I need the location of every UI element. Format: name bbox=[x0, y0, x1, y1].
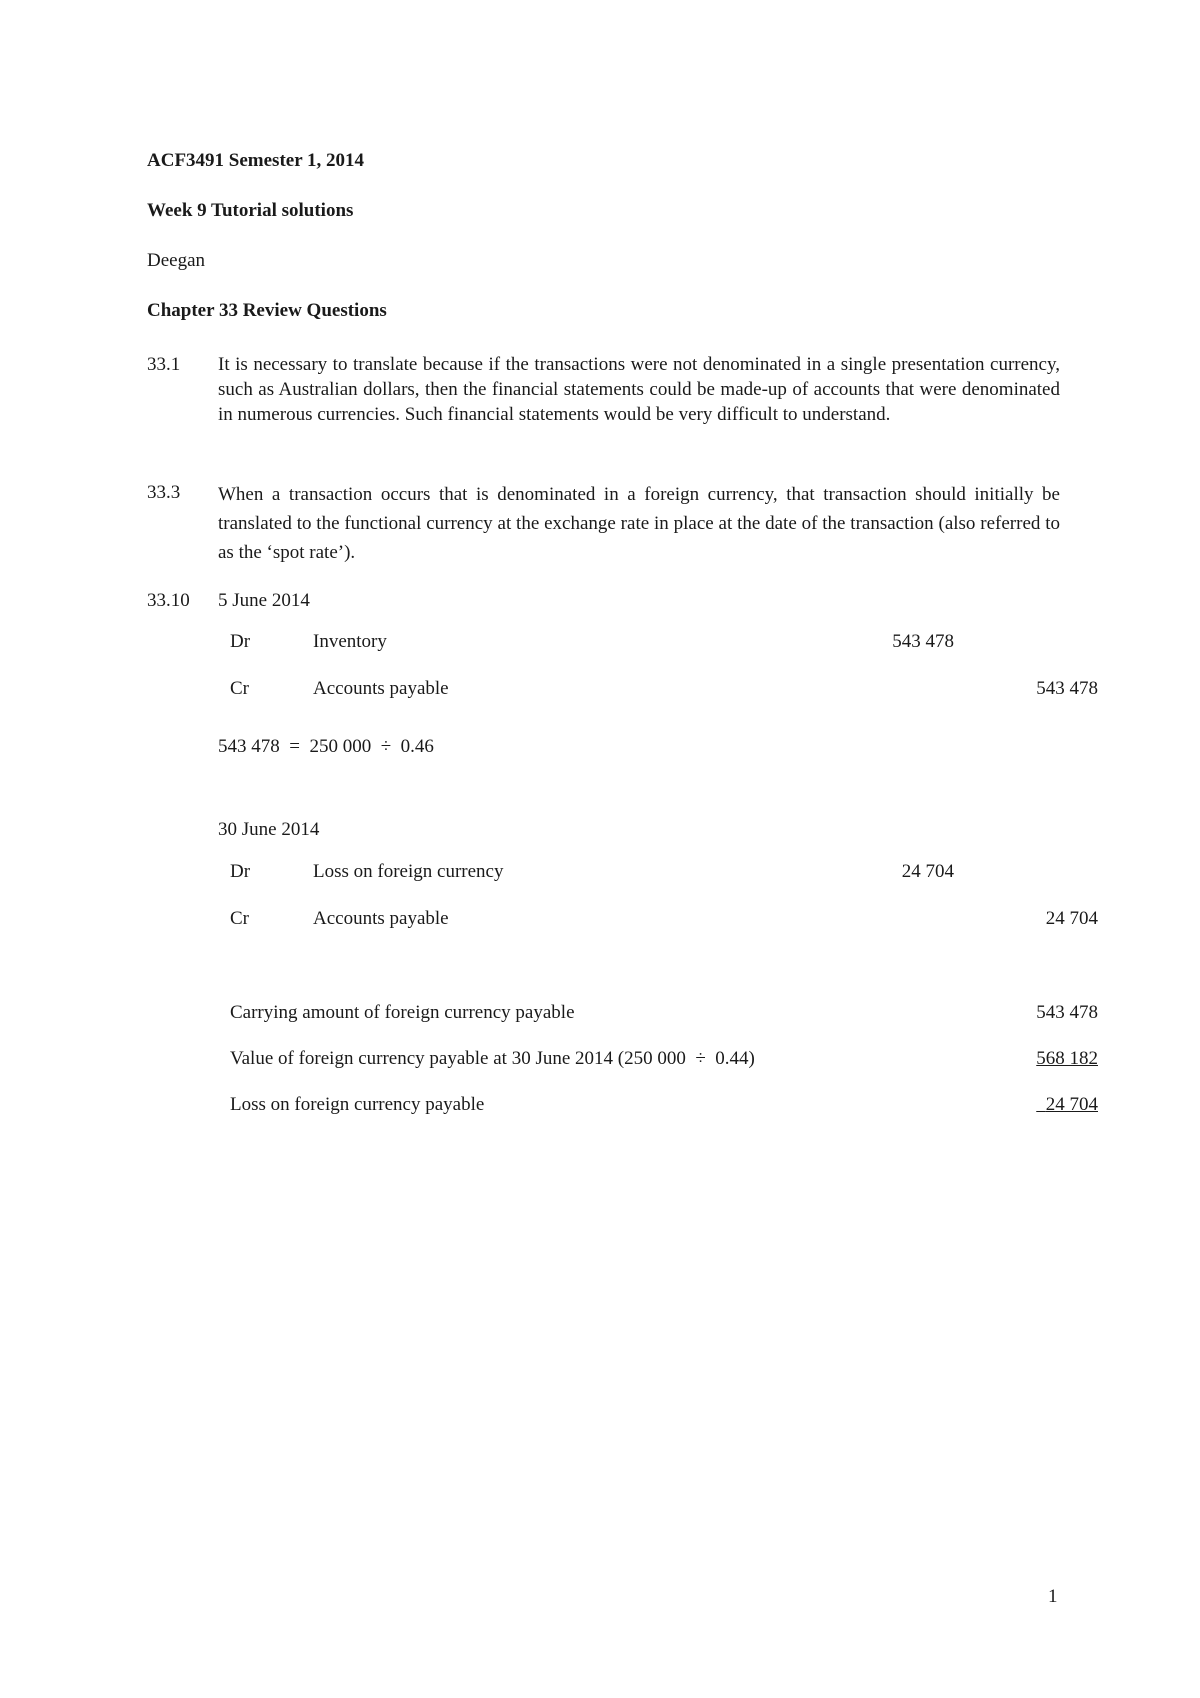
credit-account: Accounts payable bbox=[313, 678, 449, 699]
question-number-33-1: 33.1 bbox=[147, 354, 181, 375]
credit-amount: 543 478 bbox=[1036, 678, 1098, 699]
credit-account: Accounts payable bbox=[313, 908, 449, 929]
calculation-1: 543 478 = 250 000 ÷ 0.46 bbox=[218, 736, 434, 757]
chapter-heading: Chapter 33 Review Questions bbox=[147, 300, 387, 321]
answer-33-3: When a transaction occurs that is denominated in a foreign currency, that transaction should initially be translated to the functional currency at the exchange rate in place at the date of the transaction (also referred to as the ‘spot rate’). bbox=[218, 484, 1060, 563]
debit-amount: 543 478 bbox=[892, 631, 954, 652]
carrying-amount-label: Carrying amount of foreign currency payable bbox=[230, 1002, 575, 1023]
debit-amount: 24 704 bbox=[901, 861, 954, 882]
loss-label: Loss on foreign currency payable bbox=[230, 1094, 485, 1115]
question-number-33-3: 33.3 bbox=[147, 482, 181, 503]
debit-label: Dr bbox=[230, 861, 251, 882]
debit-label: Dr bbox=[230, 631, 251, 652]
carrying-amount-value: 543 478 bbox=[1036, 1002, 1098, 1023]
debit-account: Inventory bbox=[313, 631, 387, 652]
answer-33-1: It is necessary to translate because if the transactions were not denominated in a single presentation currency, such as Australian dollars, then the financial statements could be made-up of accounts that were denominated in numerous currencies. Such financial statements would be very difficult to understand. bbox=[218, 354, 1060, 425]
value-at-date-label: Value of foreign currency payable at 30 June 2014 (250 000 ÷ 0.44) bbox=[230, 1048, 755, 1069]
debit-account: Loss on foreign currency bbox=[313, 861, 504, 882]
question-number-33-10: 33.10 bbox=[147, 590, 190, 611]
date-5-june: 5 June 2014 bbox=[218, 590, 310, 611]
credit-label: Cr bbox=[230, 678, 249, 699]
week-heading: Week 9 Tutorial solutions bbox=[147, 200, 354, 221]
credit-label: Cr bbox=[230, 908, 249, 929]
course-heading: ACF3491 Semester 1, 2014 bbox=[147, 150, 365, 171]
credit-amount: 24 704 bbox=[1045, 908, 1098, 929]
page-number: 1 bbox=[1048, 1586, 1058, 1607]
date-30-june: 30 June 2014 bbox=[218, 819, 320, 840]
value-at-date-amount: 568 182 bbox=[1036, 1048, 1098, 1069]
loss-amount: 24 704 bbox=[1045, 1094, 1098, 1115]
author-name: Deegan bbox=[147, 250, 206, 271]
